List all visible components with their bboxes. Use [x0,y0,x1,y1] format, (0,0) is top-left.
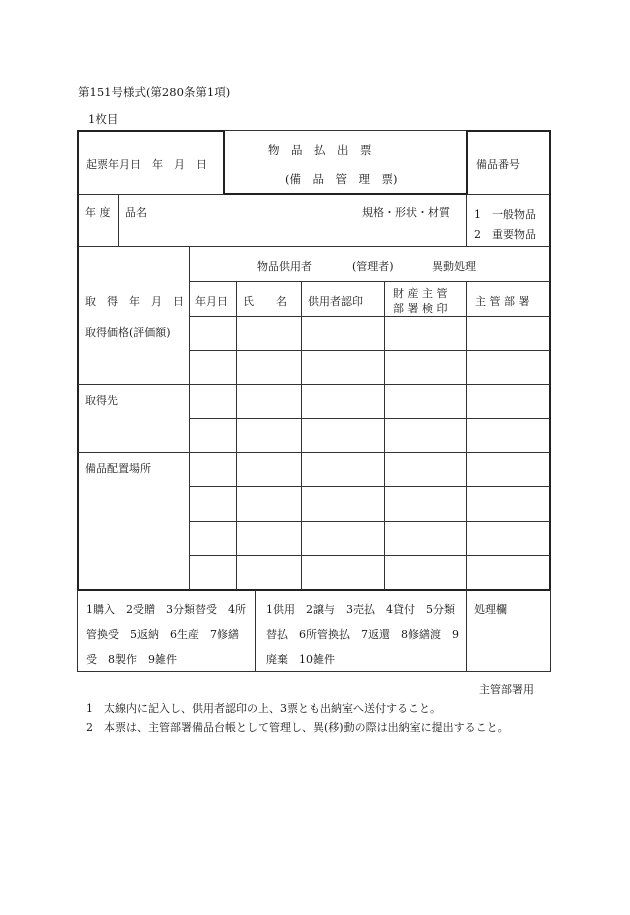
acquisition-date-label: 取 得 年 月 日 [85,295,184,308]
disposal-types-line2: 替払 6所管換払 7返還 8修繕渡 9 [266,628,459,641]
col-property-header-line1: 財 産 主 管 [393,287,448,300]
transfer-label: 異動処理 [432,260,476,273]
receipt-types-line2: 管換受 5返納 6生産 7修繕 [86,628,239,641]
form-number: 第151号様式(第280条第1項) [78,85,231,99]
receipt-types-line3: 受 8製作 9雑件 [86,653,177,666]
category-general: 1 一般物品 [474,208,536,221]
col-name-header: 氏 名 [243,295,287,308]
col-department-header: 主 管 部 署 [475,295,530,308]
col-date-header: 年月日 [195,295,228,308]
disposal-types-line1: 1供用 2譲与 3売払 4貸付 5分類 [266,603,455,616]
manager-label: (管理者) [352,260,394,273]
note-2: 2 本票は、主管部署備品台帳として管理し、異(移)動の際は出納室に提出すること。 [86,721,509,734]
disposal-types-line3: 廃棄 10雑件 [266,653,335,666]
col-user-seal-header: 供用者認印 [308,295,363,308]
item-name-label: 品名 [125,206,147,219]
supply-user-label: 物品供用者 [257,260,312,273]
category-important: 2 重要物品 [474,228,536,241]
department-use-label: 主管部署用 [479,683,534,696]
sheet-label: 1枚目 [88,112,119,126]
location-label: 備品配置場所 [85,462,151,475]
acquired-from-label: 取得先 [85,394,118,407]
processing-label: 処理欄 [474,603,507,616]
equipment-number-label: 備品番号 [476,158,520,171]
acquisition-price-label: 取得価格(評価額) [85,326,171,339]
fiscal-year-label: 年 度 [85,206,111,219]
col-property-header-line2: 部 署 検 印 [393,302,448,315]
form-title: 物 品 払 出 票 [268,143,372,157]
note-1: 1 太線内に記入し、供用者認印の上、3票とも出納室へ送付すること。 [86,702,441,715]
form-subtitle: (備 品 管 理 票) [285,172,398,186]
issue-date-label: 起票年月日 年 月 日 [86,158,207,171]
receipt-types-line1: 1購入 2受贈 3分類替受 4所 [86,603,246,616]
spec-label: 規格・形状・材質 [362,206,450,219]
